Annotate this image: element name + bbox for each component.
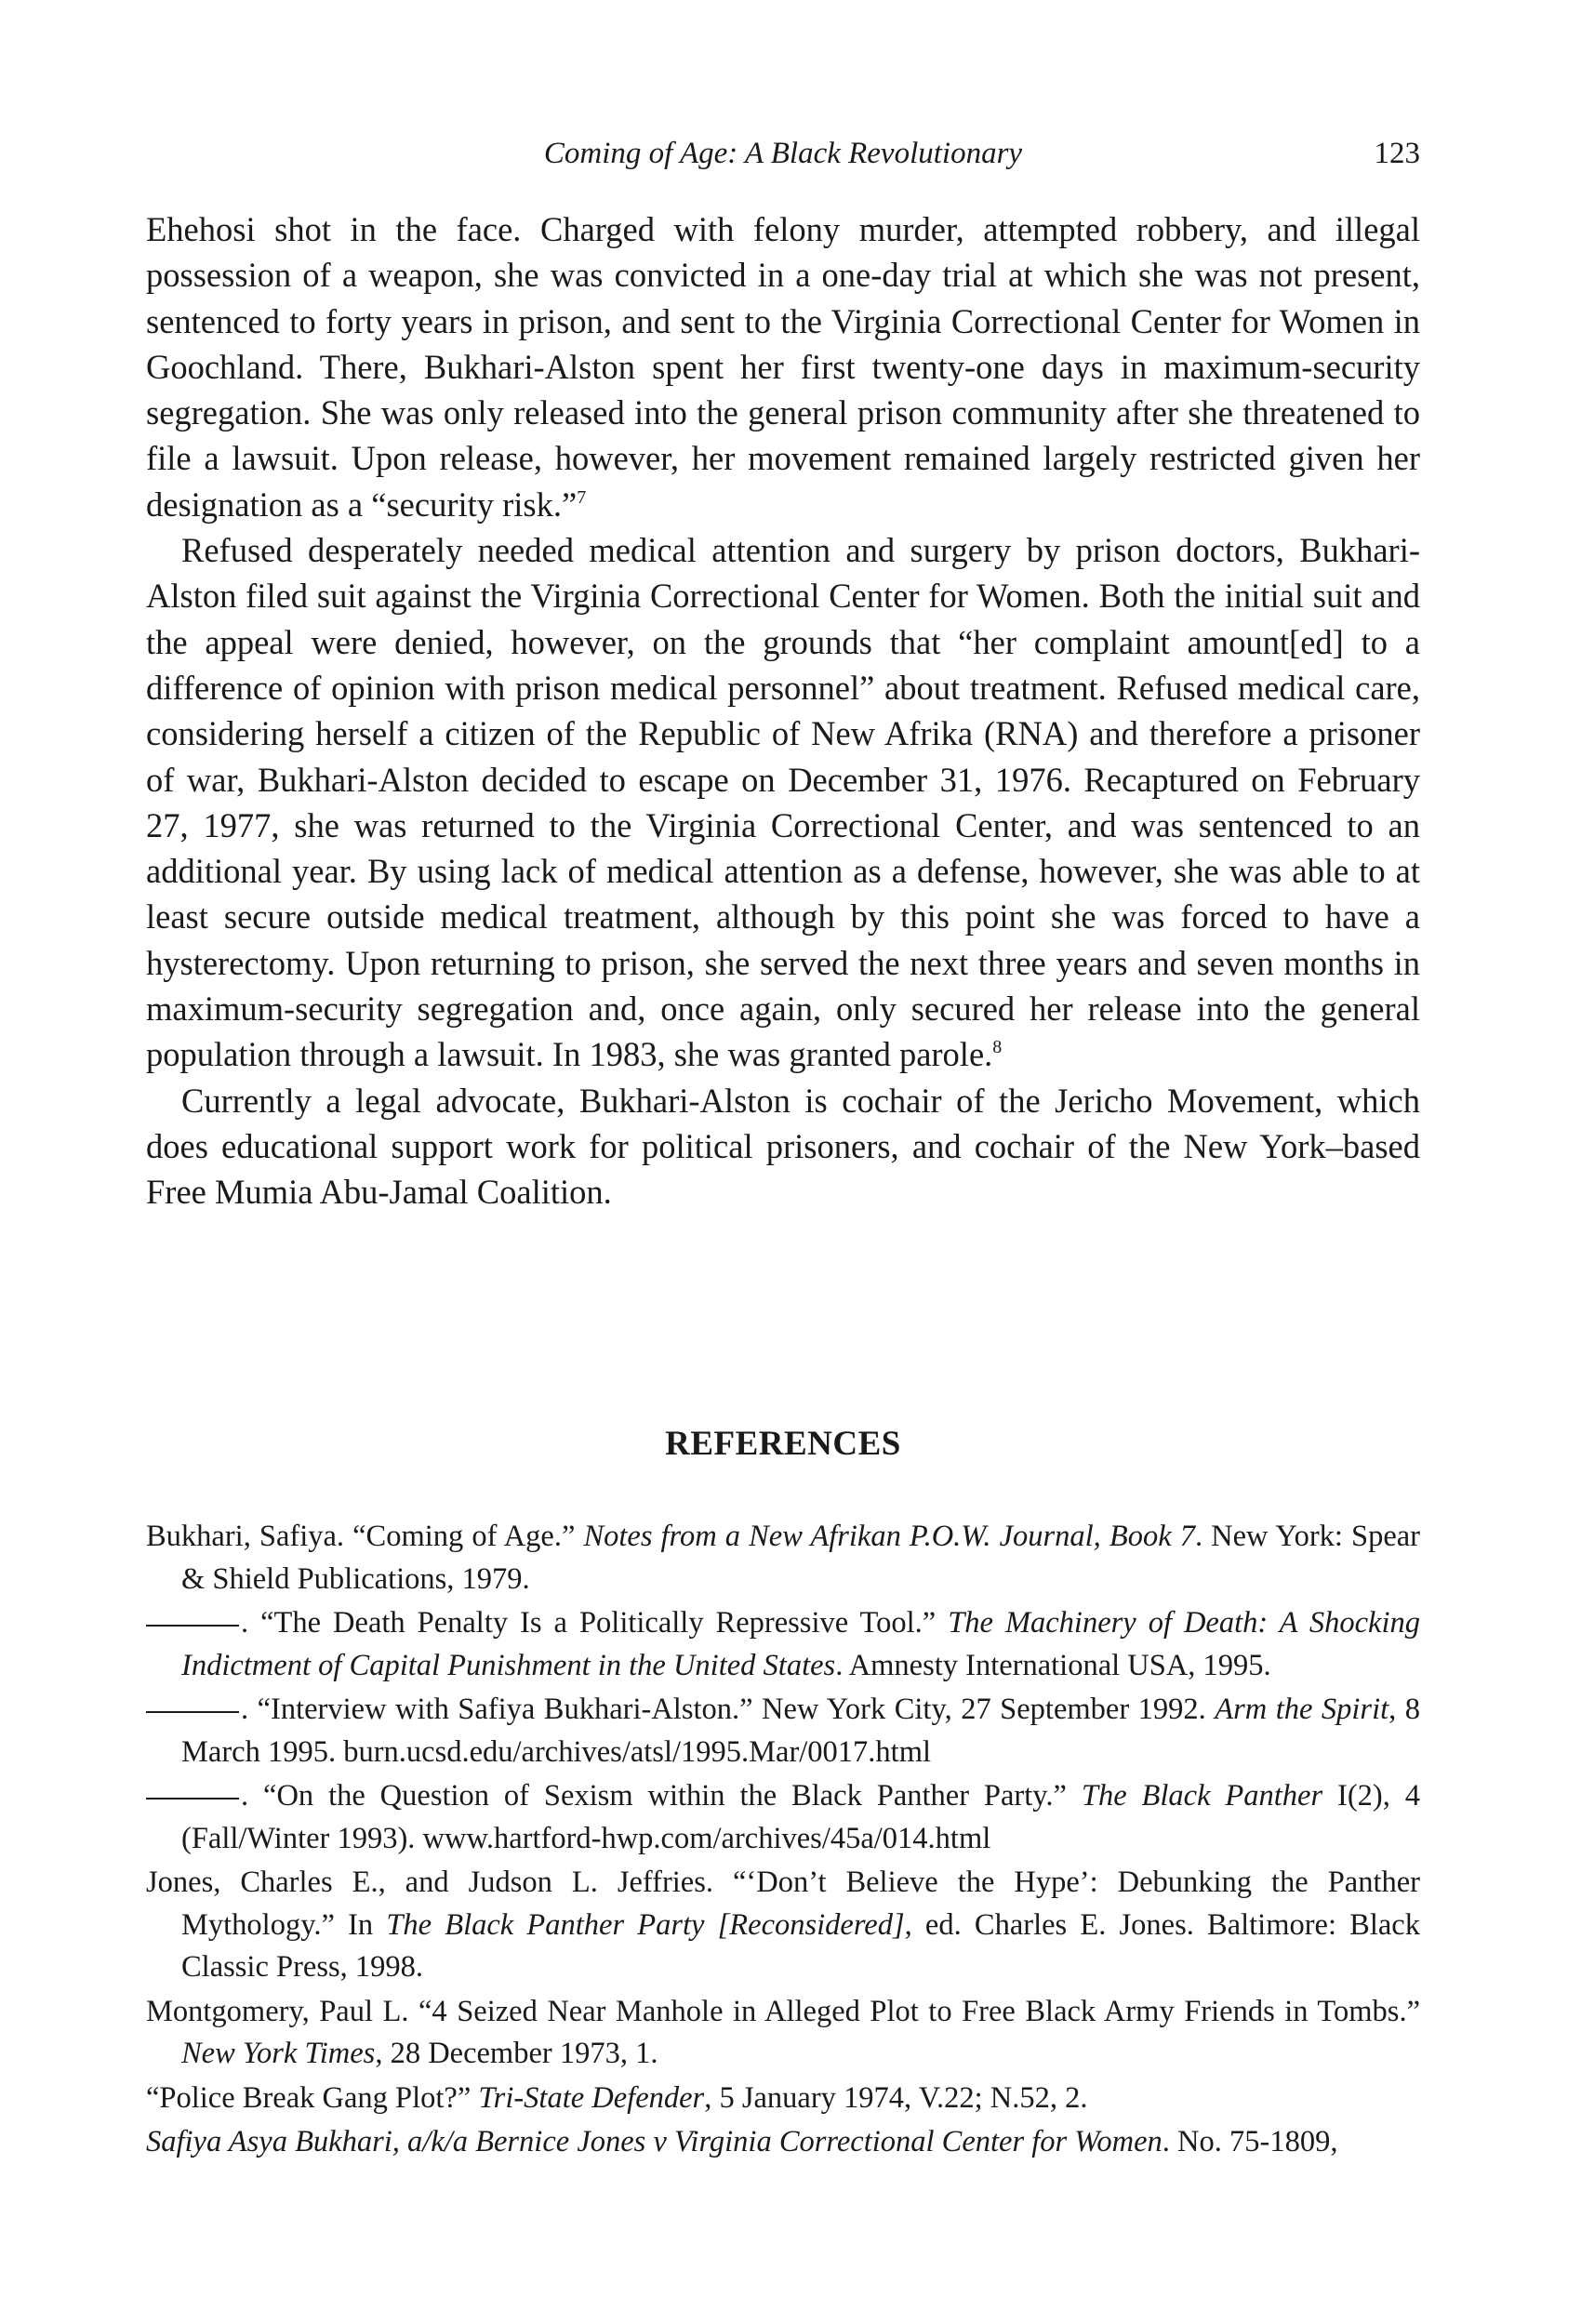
- reference-entry: Montgomery, Paul L. “4 Seized Near Manhole in Alleged Plot to Free Black Army Friends in Tombs.” New York Times, 28 December 1973, 1.: [146, 1994, 1420, 2070]
- paragraph-2: [146, 527, 1420, 1078]
- footnote-ref-7[interactable]: 7: [577, 486, 587, 508]
- ditto-rule: [146, 1711, 239, 1713]
- reference-entry: Bukhari, Safiya. “Coming of Age.” Notes from a New Afrikan P.O.W. Journal, Book 7. New York: Spear & Shield Publications, 1979.: [146, 1520, 1420, 1596]
- paragraph-1-text: Ehehosi shot in the face. Charged with felony murder, attempted robbery, and illegal possession of a weapon, she was convicted in a one-day trial at which she was not present, sentenced to forty years in prison, and sent to the Virginia Correctional Center for Women in Goochland. There, Bukhari-Alston spent her first twenty-one days in maximum-security segregation. She was only released into the general prison community after she threatened to file a lawsuit. Upon release, however, her movement remained largely restricted given her designation as a “security risk.”: [146, 210, 1420, 524]
- running-head: [146, 130, 1420, 177]
- reference-entry: . “On the Question of Sexism within the Black Panther Party.” The Black Panther I(2), 4 (Fall/Winter 1993). www.hartford-hwp.com/archives/45a/014.html: [146, 1775, 1420, 1860]
- paragraph-3: Currently a legal advocate, Bukhari-Alston is cochair of the Jericho Movement, which does educational support work for political prisoners, and cochair of the New York–based Free Mumia Abu-Jamal Coalition.: [146, 1081, 1420, 1212]
- page-number: 123: [1374, 137, 1420, 170]
- body-text: [146, 206, 1420, 1215]
- ditto-rule: [146, 1798, 239, 1799]
- references-list: [146, 1516, 1420, 2166]
- reference-entry: . “The Death Penalty Is a Politically Repressive Tool.” The Machinery of Death: A Shocking Indictment of Capital Punishment in the United States. Amnesty International USA, 1995.: [146, 1602, 1420, 1687]
- reference-entry: Safiya Asya Bukhari, a/k/a Bernice Jones v Virginia Correctional Center for Women. No. 75-1809,: [146, 2125, 1338, 2158]
- reference-entry: “Police Break Gang Plot?” Tri-State Defender, 5 January 1974, V.22; N.52, 2.: [146, 2080, 1088, 2115]
- ditto-rule: [146, 1625, 239, 1627]
- reference-entry: . “Interview with Safiya Bukhari-Alston.” New York City, 27 September 1992. Arm the Spirit, 8 March 1995. burn.ucsd.edu/archives/atsl/1995.Mar/0017.html: [146, 1689, 1420, 1773]
- references-heading: REFERENCES: [665, 1425, 901, 1463]
- paragraph-1: [146, 206, 1420, 527]
- reference-entry: Jones, Charles E., and Judson L. Jeffries. “‘Don’t Believe the Hype’: Debunking the Panther Mythology.” In The Black Panther Party [Reconsidered], ed. Charles E. Jones. Baltimore: Black Classic Press, 1998.: [146, 1866, 1420, 1984]
- running-title: Coming of Age: A Black Revolutionary: [543, 137, 1023, 170]
- footnote-ref-8[interactable]: 8: [992, 1037, 1003, 1058]
- paragraph-2-text: Refused desperately needed medical attention and surgery by prison doctors, Bukhari-Alston filed suit against the Virginia Correctional Center for Women. Both the initial suit and the appeal were denied, however, on the grounds that “her complaint amount[ed] to a difference of opinion with prison medical personnel” about treatment. Refused medical care, considering herself a citizen of the Republic of New Afrika (RNA) and therefore a prisoner of war, Bukhari-Alston decided to escape on December 31, 1976. Recaptured on February 27, 1977, she was returned to the Virginia Correctional Center, and was sentenced to an additional year. By using lack of medical attention as a defense, however, she was able to at least secure outside medical treatment, although by this point she was forced to have a hysterectomy. Upon returning to prison, she served the next three years and seven months in maximum-security segregation and, once again, only secured her release into the general population through a lawsuit. In 1983, she was granted parole.: [146, 531, 1420, 1074]
